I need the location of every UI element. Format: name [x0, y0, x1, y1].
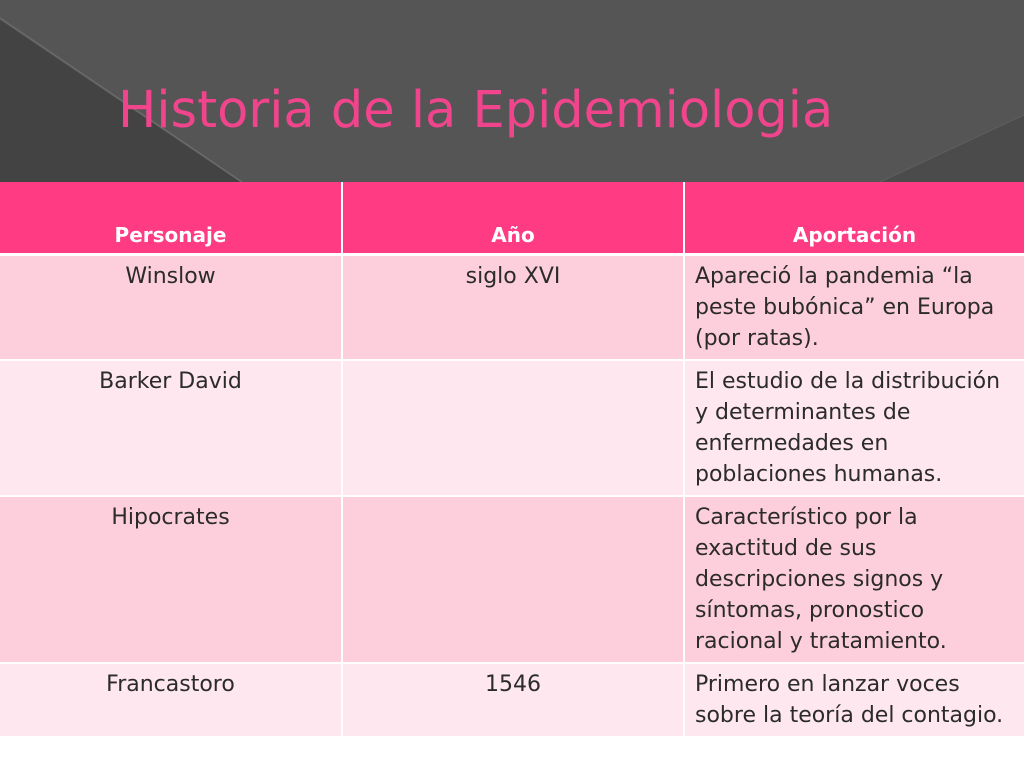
cell-aportacion: Característico por la exactitud de sus descripciones signos y síntomas, pronostico racional y tratamiento.: [684, 496, 1024, 663]
table-row: [0, 496, 1024, 663]
cell-anio: [342, 496, 684, 663]
cell-anio: siglo XVI: [342, 254, 684, 360]
slide-title: Historia de la Epidemiologia: [118, 81, 834, 140]
cell-anio: [342, 360, 684, 496]
history-table: [0, 182, 1024, 738]
cell-aportacion: Apareció la pandemia “la peste bubónica” en Europa (por ratas).: [684, 254, 1024, 360]
header-anio: Año: [342, 182, 684, 254]
table-row: [0, 663, 1024, 737]
table-row: [0, 360, 1024, 496]
table-row: [0, 254, 1024, 360]
table-header-row: [0, 182, 1024, 254]
cell-aportacion: Primero en lanzar voces sobre la teoría del contagio.: [684, 663, 1024, 737]
cell-personaje: Francastoro: [0, 663, 342, 737]
cell-personaje: Barker David: [0, 360, 342, 496]
header-aportacion: Aportación: [684, 182, 1024, 254]
header-personaje: Personaje: [0, 182, 342, 254]
cell-aportacion: El estudio de la distribución y determinantes de enfermedades en poblaciones humanas.: [684, 360, 1024, 496]
cell-anio: 1546: [342, 663, 684, 737]
cell-personaje: Hipocrates: [0, 496, 342, 663]
cell-personaje: Winslow: [0, 254, 342, 360]
